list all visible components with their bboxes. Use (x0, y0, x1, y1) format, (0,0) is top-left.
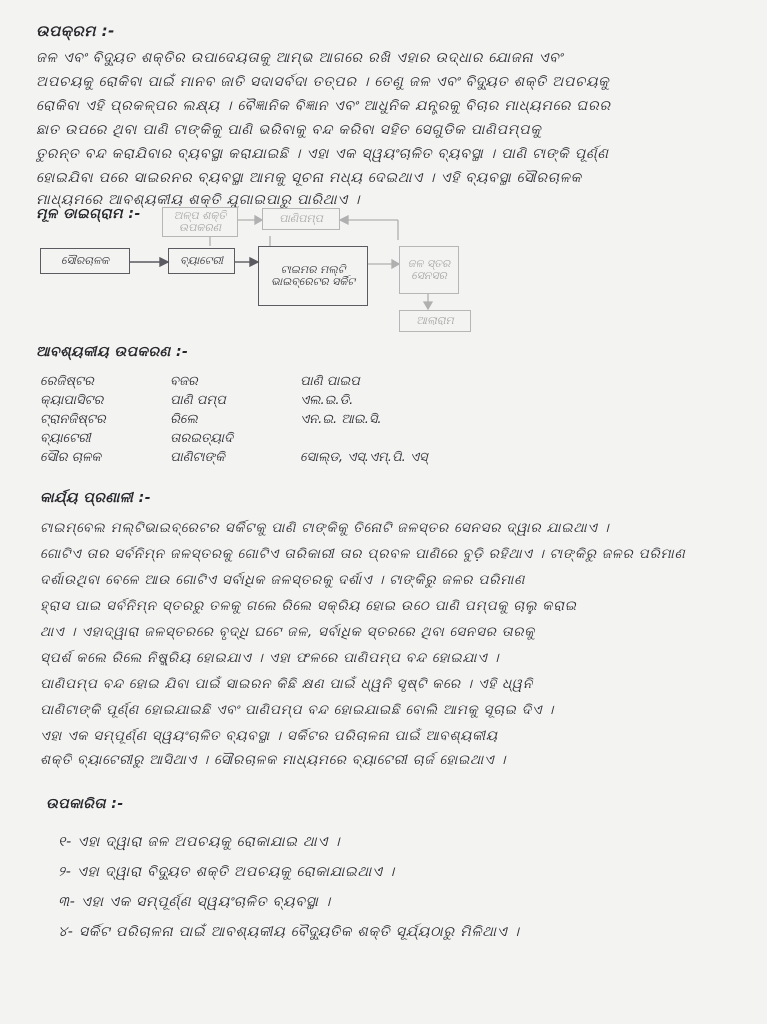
benefit-item: ୧- ଏହା ଦ୍ୱାରା ଜଳ ଅପଚୟକୁ ରୋକାଯାଇ ଥାଏ । (58, 834, 341, 850)
procedure-line: ଗୋଟିଏ ତାର ସର୍ବନିମ୍ନ ଜଳସ୍ତରକୁ ଗୋଟିଏ ତାରିକାରୀ ତାର ପ୍ରବଳ ପାଣିରେ ବୁଡ଼ି ରହିଥାଏ । ଟାଙ୍କିରୁ ଜଳର ପରିମାଣ (40, 546, 686, 562)
procedure-line: ପାଣିପମ୍ପ ବନ୍ଦ ହୋଇ ଯିବା ପାଇଁ ସାଇରନ କିଛି କ୍ଷଣ ପାଇଁ ଧ୍ୱନି ସୃଷ୍ଟି କରେ । ଏହି ଧ୍ୱନି (40, 676, 533, 692)
timer-multivibrator-circuit-box: ଟାଇମର ମଲ୍ଟି ଭାଇବ୍ରେଟର ସର୍କିଟ (258, 246, 368, 306)
material-item: ପାଣି ପାଇପ (300, 374, 360, 389)
intro-line: ତୁରନ୍ତ ବନ୍ଦ କରାଯିବାର ବ୍ୟବସ୍ଥା କରାଯାଇଛି । ଏହା ଏକ ସ୍ୱୟଂଚାଳିତ ବ୍ୟବସ୍ଥା । ପାଣି ଟାଙ୍କି ପୂର୍ଣ୍ଣ (36, 146, 609, 162)
procedure-line: ଶକ୍ତି ବ୍ୟାଟେରୀରୁ ଆସିଥାଏ । ସୌରଚାଳକ ମାଧ୍ୟମରେ ବ୍ୟାଟେରୀ ଚାର୍ଜ ହୋଇଥାଏ । (40, 752, 507, 768)
material-item: ପାଣିଟାଙ୍କି (170, 450, 225, 465)
procedure-line: ଥାଏ । ଏହାଦ୍ୱାରା ଜଳସ୍ତରରେ ବୃଦ୍ଧି ଘଟେ ଜଳ, ସର୍ବାଧିକ ସ୍ତରରେ ଥିବା ସେନସର ତାରକୁ (40, 624, 536, 640)
procedure-line: ହ୍ରାସ ପାଇ ସର୍ବନିମ୍ନ ସ୍ତରରୁ ତଳକୁ ଗଲେ ରିଲେ ସକ୍ରିୟ ହୋଇ ଉଠେ ପାଣି ପମ୍ପକୁ ଚାଲୁ କରାଇ (40, 598, 577, 614)
alarm-box: ଆଲାରାମ (399, 310, 471, 332)
material-item: ବ୍ୟାଟେରୀ (40, 431, 91, 446)
intro-line: ଅପଚୟକୁ ରୋକିବା ପାଇଁ ମାନବ ଜାତି ସଦାସର୍ବଦା ତତ୍ପର । ତେଣୁ ଜଳ ଏବଂ ବିଦ୍ୟୁତ ଶକ୍ତି ଅପଚୟକୁ (36, 74, 610, 90)
procedure-line: ଦର୍ଶାଉଥିବା ବେଳେ ଆଉ ଗୋଟିଏ ସର୍ବାଧିକ ଜଳସ୍ତରକୁ ଦର୍ଶାଏ । ଟାଙ୍କିରୁ ଜଳର ପରିମାଣ (40, 572, 526, 588)
solar-panel-box: ସୌରଚାଳକ (40, 248, 130, 274)
intro-heading: ଉପକ୍ରମ :- (36, 22, 115, 40)
power-supply-box: ଅଳ୍ପ ଶକ୍ତି ଉପକରଣ (162, 207, 238, 237)
material-item: ସୋଲ୍ଡ, ଏସ୍.ଏମ୍.ପି. ଏସ୍ (300, 450, 428, 465)
water-level-sensor-box: ଜଳ ସ୍ତର ସେନସର (399, 246, 459, 294)
water-pump-box: ପାଣିପମ୍ପ (262, 208, 340, 230)
procedure-line: ଏହା ଏକ ସମ୍ପୂର୍ଣ୍ଣ ସ୍ୱୟଂଚାଳିତ ବ୍ୟବସ୍ଥା । ସର୍କିଟର ପରିଚାଳନା ପାଇଁ ଆବଶ୍ୟକୀୟ (40, 728, 498, 744)
battery-box: ବ୍ୟାଟେରୀ (168, 248, 235, 274)
material-item: କ୍ୟାପାସିଟର (40, 393, 104, 408)
intro-line: ଜଳ ଏବଂ ବିଦ୍ୟୁତ ଶକ୍ତିର ଉପାଦେୟତାକୁ ଆମ୍ଭ ଆଗରେ ରଖି ଏହାର ଉଦ୍ଧାର ଯୋଜନା ଏବଂ (36, 50, 564, 66)
material-item: ସୌର ଚାଳକ (40, 450, 101, 465)
intro-line: ମାଧ୍ୟମରେ ଆବଶ୍ୟକୀୟ ଶକ୍ତି ଯୁଗାଇପାରୁ ପାରିଥାଏ । (36, 192, 361, 208)
material-item: ରେଜିଷ୍ଟର (40, 374, 94, 389)
material-item: ବଜର (170, 374, 198, 389)
material-item: ରିଲେ (170, 412, 198, 427)
material-item: ଟ୍ରାନଜିଷ୍ଟର (40, 412, 106, 427)
benefit-item: ୩- ଏହା ଏକ ସମ୍ପୂର୍ଣ୍ଣ ସ୍ୱୟଂଚାଳିତ ବ୍ୟବସ୍ଥା । (58, 894, 331, 910)
benefits-heading: ଉପକାରିତା :- (46, 796, 124, 812)
material-item: ତାରଇତ୍ୟାଦି (170, 431, 233, 446)
intro-line: ହୋଇଯିବା ପରେ ସାଇରନର ବ୍ୟବସ୍ଥା ଆମକୁ ସୂଚନା ମଧ୍ୟ ଦେଇଥାଏ । ଏହି ବ୍ୟବସ୍ଥା ସୌରଚାଳକ (36, 170, 582, 186)
intro-line: ରୋକିବା ଏହି ପ୍ରକଳ୍ପର ଲକ୍ଷ୍ୟ । ବୈଜ୍ଞାନିକ ବିଜ୍ଞାନ ଏବଂ ଆଧୁନିକ ଯନ୍ତ୍ରକୁ ବିଚାର ମାଧ୍ୟମରେ ଘରର (36, 98, 611, 114)
procedure-line: ସ୍ପର୍ଶ କଲେ ରିଲେ ନିଷ୍କ୍ରିୟ ହୋଇଯାଏ । ଏହା ଫଳରେ ପାଣିପମ୍ପ ବନ୍ଦ ହୋଇଯାଏ । (40, 650, 500, 666)
material-item: ପାଣି ପମ୍ପ (170, 393, 226, 408)
material-item: ଏଲ.ଇ.ଡି. (300, 393, 354, 408)
materials-heading: ଆବଶ୍ୟକୀୟ ଉପକରଣ :- (36, 344, 189, 360)
diagram-heading: ମୂଳ ଡାଇଗ୍ରାମ :- (36, 206, 141, 222)
procedure-line: ଟାଇମ୍ବେଲ ମଲ୍ଟିଭାଇବ୍ରେଟର ସର୍କିଟକୁ ପାଣି ଟାଙ୍କିକୁ ତିନୋଟି ଜଳସ୍ତର ସେନସର ଦ୍ୱାର ଯାଇଥାଏ । (40, 520, 610, 536)
intro-line: ଛାତ ଉପରେ ଥିବା ପାଣି ଟାଙ୍କିକୁ ପାଣି ଭରିବାକୁ ବନ୍ଦ କରିବା ସହିତ ସେଗୁଡିକ ପାଣିପମ୍ପକୁ (36, 122, 542, 138)
procedure-line: ପାଣିଟାଙ୍କି ପୂର୍ଣ୍ଣ ହୋଇଯାଇଛି ଏବଂ ପାଣିପମ୍ପ ବନ୍ଦ ହୋଇଯାଇଛି ବୋଲି ଆମକୁ ସୂଚାଇ ଦିଏ । (40, 702, 555, 718)
benefit-item: ୪- ସର୍କିଟ ପରିଚାଳନା ପାଇଁ ଆବଶ୍ୟକୀୟ ବୈଦ୍ୟୁତିକ ଶକ୍ତି ସୂର୍ଯ୍ୟଠାରୁ ମିଳିଥାଏ । (58, 924, 520, 940)
benefit-item: ୨- ଏହା ଦ୍ୱାରା ବିଦ୍ୟୁତ ଶକ୍ତି ଅପଚୟକୁ ରୋକାଯାଇଥାଏ । (58, 864, 395, 880)
material-item: ଏନ.ଇ. ଆଇ.ସି. (300, 412, 382, 427)
procedure-heading: କାର୍ଯ୍ୟ ପ୍ରଣାଳୀ :- (40, 490, 152, 506)
